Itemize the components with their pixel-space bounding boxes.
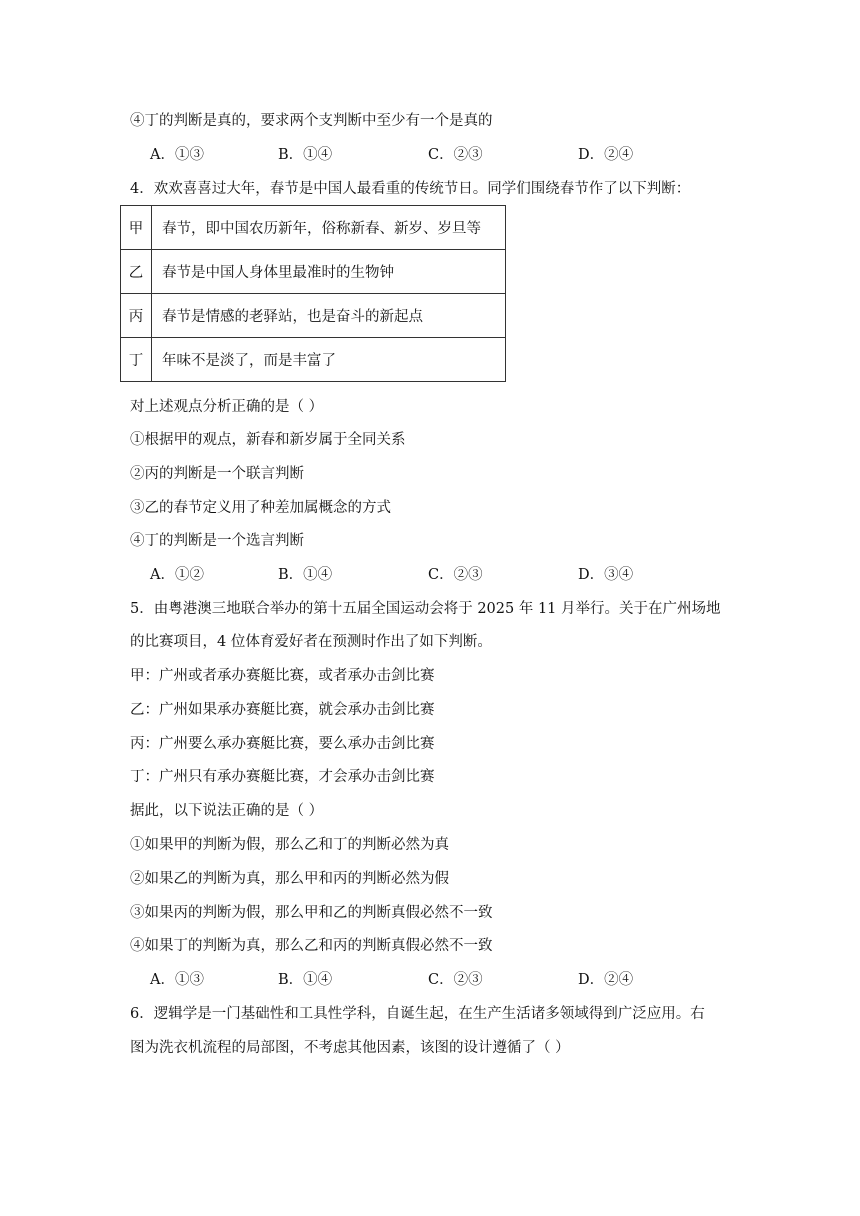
q5-stem-line-1: 5．由粤港澳三地联合举办的第十五届全国运动会将于 2025 年 11 月举行。关于在广州场地 [130, 601, 721, 617]
q4-item-4: ④丁的判断是一个选言判断 [130, 533, 304, 549]
q4-item-1: ①根据甲的观点，新春和新岁属于全同关系 [130, 432, 406, 448]
table-row-text: 年味不是淡了，而是丰富了 [152, 338, 506, 382]
table-row-label: 丙 [121, 294, 152, 338]
q4-option-d: D．③④ [578, 567, 634, 583]
q4-option-a: A．①② [150, 567, 204, 583]
q3-options [150, 145, 710, 165]
q4-option-c: C．②③ [428, 567, 483, 583]
q4-stem: 4．欢欢喜喜过大年，春节是中国人最看重的传统节日。同学们围绕春节作了以下判断： [130, 181, 691, 197]
q6-stem-line-1: 6．逻辑学是一门基础性和工具性学科，自诞生起，在生产生活诸多领域得到广泛应用。右 [130, 1006, 705, 1022]
table-row [121, 338, 506, 382]
q3-option-c: C．②③ [428, 147, 483, 163]
table-row-text: 春节，即中国农历新年，俗称新春、新岁、岁旦等 [152, 206, 506, 250]
q5-stem-line-2: 的比赛项目，4 位体育爱好者在预测时作出了如下判断。 [130, 634, 492, 650]
q5-option-d: D．②④ [578, 972, 634, 988]
q3-option-a: A．①③ [150, 147, 204, 163]
q4-item-3: ③乙的春节定义用了种差加属概念的方式 [130, 500, 391, 516]
q4-options [150, 565, 710, 585]
table-row-label: 甲 [121, 206, 152, 250]
table-row [121, 250, 506, 294]
q5-question: 据此，以下说法正确的是（ ） [130, 803, 324, 819]
q5-option-c: C．②③ [428, 972, 483, 988]
table-row-text: 春节是情感的老驿站，也是奋斗的新起点 [152, 294, 506, 338]
q3-option-d: D．②④ [578, 147, 634, 163]
q6-stem-line-2: 图为洗衣机流程的局部图，不考虑其他因素，该图的设计遵循了（ ） [130, 1040, 570, 1056]
q4-question: 对上述观点分析正确的是（ ） [130, 399, 324, 415]
q3-item-4: ④丁的判断是真的，要求两个支判断中至少有一个是真的 [130, 113, 493, 129]
q5-item-3: ③如果丙的判断为假，那么甲和乙的判断真假必然不一致 [130, 905, 493, 921]
q4-judgment-table [120, 205, 506, 382]
q5-item-1: ①如果甲的判断为假，那么乙和丁的判断必然为真 [130, 837, 449, 853]
q5-statement-jia: 甲：广州或者承办赛艇比赛，或者承办击剑比赛 [130, 668, 435, 684]
q4-item-2: ②丙的判断是一个联言判断 [130, 466, 304, 482]
q5-statement-ding: 丁：广州只有承办赛艇比赛，才会承办击剑比赛 [130, 769, 435, 785]
table-row-label: 乙 [121, 250, 152, 294]
q5-item-4: ④如果丁的判断为真，那么乙和丙的判断真假必然不一致 [130, 938, 493, 954]
q5-statement-bing: 丙：广州要么承办赛艇比赛，要么承办击剑比赛 [130, 736, 435, 752]
table-row-text: 春节是中国人身体里最准时的生物钟 [152, 250, 506, 294]
q3-option-b: B．①④ [278, 147, 333, 163]
table-row [121, 206, 506, 250]
q5-options [150, 970, 710, 990]
q5-item-2: ②如果乙的判断为真，那么甲和丙的判断必然为假 [130, 871, 449, 887]
q5-statement-yi: 乙：广州如果承办赛艇比赛，就会承办击剑比赛 [130, 702, 435, 718]
q5-option-b: B．①④ [278, 972, 333, 988]
q5-option-a: A．①③ [150, 972, 204, 988]
table-row [121, 294, 506, 338]
q4-option-b: B．①④ [278, 567, 333, 583]
table-row-label: 丁 [121, 338, 152, 382]
